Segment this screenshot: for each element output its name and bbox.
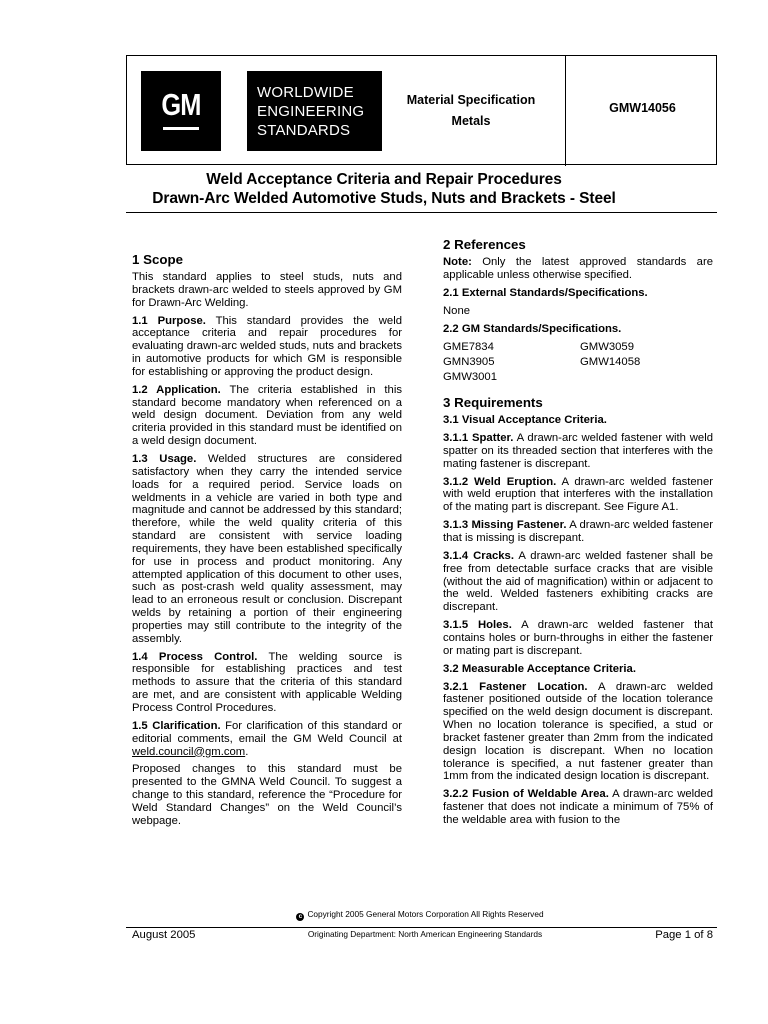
copyright-icon: c	[296, 913, 304, 921]
body-paragraph	[132, 384, 402, 448]
footer-page-number: Page 1 of 8	[655, 929, 713, 941]
doc-number: GMW14056	[609, 101, 676, 115]
paragraph-text: A drawn-arc welded fastener with weld eruption that interferes with the installation of the mating part is discrepant. See Figure A1.	[443, 475, 713, 514]
reference-item: GME7834	[443, 340, 494, 353]
doc-title-line-2: Drawn-Arc Welded Automotive Studs, Nuts and Brackets - Steel	[152, 190, 616, 207]
paragraph-lead-in: 3.1.5 Holes.	[443, 619, 512, 632]
standards-line: STANDARDS	[257, 122, 351, 139]
reference-item: GMW3059	[580, 340, 634, 353]
gm-logo	[141, 71, 221, 151]
paragraph-text: The welding source is responsible for establishing practices and test methods to assure that the criteria of this standard are met, and are consistent with applicable Welding Process Control Procedures.	[132, 650, 402, 714]
paragraph-lead-in: 1.4 Process Control.	[132, 650, 258, 663]
reference-item: GMW3001	[443, 371, 497, 384]
footer-department: Originating Department: North American Engineering Standards	[307, 929, 543, 939]
paragraph-lead-in: 3.2.2 Fusion of Weldable Area.	[443, 788, 609, 801]
metals-text: Metals	[451, 114, 491, 128]
body-paragraph	[132, 271, 402, 310]
gm-logo-text: GM	[161, 87, 201, 122]
section-heading-3-2-measurable-acceptance-criteria: 3.2 Measurable Acceptance Criteria.	[443, 662, 636, 675]
paragraph-text: This standard applies to steel studs, nuts and brackets drawn-arc welded to steels approved by GM for Drawn-Arc Welding.	[132, 271, 402, 309]
body-paragraph	[443, 519, 713, 545]
paragraph-text: Proposed changes to this standard must be presented to the GMNA Weld Council. To suggest a change to this standard, reference the “Procedure for Weld Standard Changes” on the Weld Council’s webpage.	[132, 763, 402, 827]
copyright-text: Copyright 2005 General Motors Corporation All Rights Reserved	[307, 909, 544, 919]
paragraph-lead-in: 3.1.1 Spatter.	[443, 432, 514, 445]
right-column	[443, 237, 713, 832]
paragraph-lead-in: 1.5 Clarification.	[132, 719, 221, 732]
body-paragraph	[443, 681, 713, 784]
reference-item	[580, 371, 713, 384]
worldwide-standards-box	[247, 71, 382, 151]
paragraph-lead-in: 3.2.1 Fastener Location.	[443, 680, 588, 693]
paragraph-lead-in: 1.3 Usage.	[132, 452, 197, 465]
reference-item: GMN3905	[443, 355, 495, 368]
paragraph-text: A drawn-arc welded fastener positioned outside of the location tolerance specified on the weld design document is discrepant. When no location tolerance is specified, a stud or bracket fastener greater than 2mm from the indicated design location is discrepant. When no location tolerance is specified, a nut fastener greater than 1mm from the indicated design location is discrepant.	[443, 680, 713, 783]
paragraph-text: .	[245, 745, 249, 758]
paragraph-lead-in: Note:	[443, 256, 472, 268]
footer-divider	[126, 927, 717, 928]
header-box	[126, 55, 717, 165]
body-paragraph	[443, 619, 713, 658]
paragraph-lead-in: 3.1.2 Weld Eruption.	[443, 475, 557, 488]
body-paragraph	[132, 763, 402, 827]
section-heading-1-scope: 1 Scope	[132, 252, 183, 267]
paragraph-lead-in: 3.1.4 Cracks.	[443, 549, 514, 562]
body-paragraph	[443, 788, 713, 827]
paragraph-text: This standard provides the weld acceptance criteria and repair procedures for evaluating drawn-arc welded studs, nuts and brackets in automotive products for which GM is responsible for establishing or approving the product design.	[132, 314, 402, 378]
footer-date: August 2005	[132, 929, 196, 941]
section-heading-2-2-gm-standards-specifications: 2.2 GM Standards/Specifications.	[443, 322, 622, 335]
paragraph-lead-in: 3.1.3 Missing Fastener.	[443, 519, 567, 532]
body-paragraph	[132, 453, 402, 646]
material-spec-label	[389, 90, 553, 132]
paragraph-text: A drawn-arc welded fastener with weld spatter on its threaded section that interferes with the mating fastener is discrepant.	[443, 432, 713, 470]
paragraph-lead-in: 1.2 Application.	[132, 383, 221, 396]
reference-item: GMW14058	[580, 355, 641, 368]
title-divider	[126, 212, 717, 213]
worldwide-line: WORLDWIDE	[257, 84, 354, 101]
body-paragraph	[443, 476, 713, 515]
body-paragraph	[132, 651, 402, 715]
material-specification-text: Material Specification	[406, 93, 536, 107]
body-paragraph	[132, 720, 402, 759]
engineering-line: ENGINEERING	[257, 103, 365, 120]
paragraph-text: Only the latest approved standards are applicable unless otherwise specified.	[443, 256, 713, 281]
left-column	[132, 252, 402, 833]
section-heading-3-1-visual-acceptance-criteria: 3.1 Visual Acceptance Criteria.	[443, 414, 607, 427]
paragraph-text: The criteria established in this standard become mandatory when referenced on a weld design document. Deviation from any weld criteria provided in this standard must be identified on a weld design document.	[132, 383, 402, 448]
paragraph-lead-in: 1.1 Purpose.	[132, 314, 206, 327]
body-paragraph	[443, 432, 713, 471]
paragraph-text: A drawn-arc welded fastener that is missing is discrepant.	[443, 519, 713, 544]
body-paragraph	[443, 256, 713, 282]
plain-text: None	[443, 304, 471, 317]
body-paragraph	[443, 550, 713, 614]
email-link[interactable]: weld.council@gm.com	[132, 745, 246, 758]
paragraph-text: For clarification of this standard or editorial comments, email the GM Weld Council at	[132, 719, 403, 745]
paragraph-text: A drawn-arc welded fastener that does not indicate a minimum of 75% of the weldable area with fusion to the	[443, 788, 714, 826]
paragraph-text: Welded structures are considered satisfactory when they carry the intended service loads for a required period. Service loads on weldments in a vehicle are varied in both type and magnitude and cannot be addressed by this standard; therefore, while the weld quality criteria of this standard are consistent with service loading requirements, they have been established specifically for use in process and product monitoring. Any attempted application of this document to other uses, such as post-crash weld quality assessment, may lead to an erroneous result or conclusion. Discrepant welds by retaining a portion of their engineering properties may still contribute to the integrity of the assembly.	[132, 452, 402, 645]
gm-logo-underline	[163, 127, 199, 130]
section-heading-2-references: 2 References	[443, 237, 526, 252]
section-heading-2-1-external-standards-specifications: 2.1 External Standards/Specifications.	[443, 286, 648, 299]
section-heading-3-requirements: 3 Requirements	[443, 395, 543, 411]
doc-title-line-1: Weld Acceptance Criteria and Repair Procedures	[206, 171, 562, 188]
paragraph-text: A drawn-arc welded fastener that contains holes or burn-throughs in either the fastener or mating part is discrepant.	[443, 619, 713, 657]
reference-list	[443, 341, 713, 385]
doc-number-cell	[565, 55, 718, 166]
paragraph-text: A drawn-arc welded fastener shall be free from detectable surface cracks that are visible (without the aid of magnification) within or adjacent to the weld. Welded fasteners exhibiting cracks are discrepant.	[443, 549, 713, 614]
body-paragraph	[132, 315, 402, 379]
copyright-notice	[220, 909, 620, 921]
